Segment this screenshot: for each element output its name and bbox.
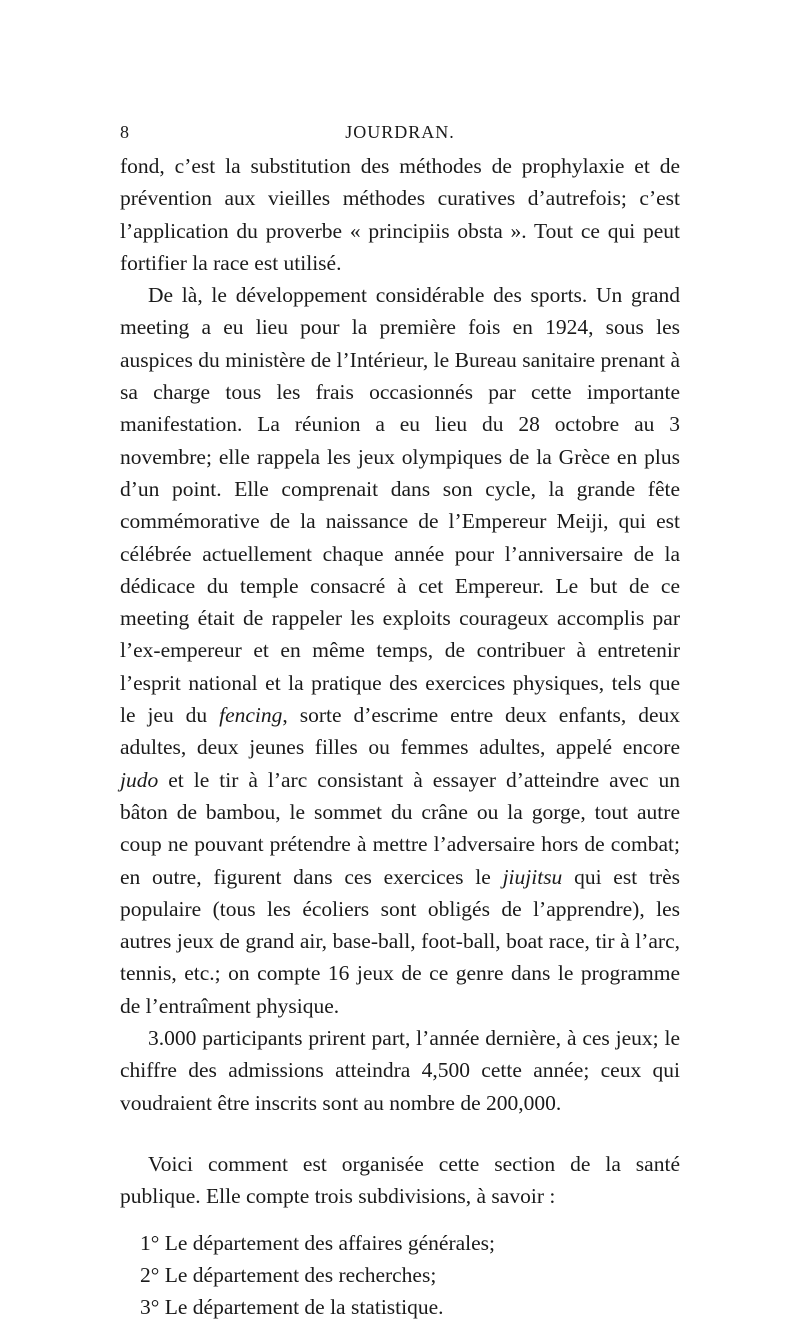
- list-item: [120, 1227, 680, 1259]
- list-text: Le département des affaires générales;: [165, 1231, 495, 1255]
- list-text: Le département des recherches;: [165, 1263, 437, 1287]
- subdivision-list: [120, 1227, 680, 1323]
- list-marker: 2°: [140, 1263, 159, 1287]
- page-number: 8: [120, 122, 130, 143]
- list-marker: 1°: [140, 1231, 159, 1255]
- running-head: [120, 122, 680, 146]
- body-text: [120, 150, 680, 1323]
- italic-term-jiujitsu: jiujitsu: [503, 865, 563, 889]
- running-title: JOURDRAN.: [120, 122, 680, 143]
- paragraph-sports: [120, 279, 680, 1022]
- list-item: [120, 1291, 680, 1323]
- italic-term-fencing: fencing: [219, 703, 282, 727]
- paragraph-continuation: fond, c’est la substitution des méthodes de prophylaxie et de prévention aux vieilles méthodes curatives d’autrefois; c’est l’application du proverbe « principiis obsta ». Tout ce qui peut fortifier la race est utilisé.: [120, 150, 680, 279]
- italic-term-judo: judo: [120, 768, 158, 792]
- paragraph-text: et le tir à l’arc consistant à essayer d’atteindre avec un bâton de bambou, le sommet du crâne ou la gorge, tout autre coup ne pouvant prétendre à mettre l’adversaire hors de combat; en outre, figurent dans ces exercices le: [120, 768, 680, 889]
- paragraph-text: De là, le développement considérable des sports. Un grand meeting a eu lieu pour la première fois en 1924, sous les auspices du ministère de l’Intérieur, le Bureau sanitaire prenant à sa charge tous les frais occasionnés par cette importante manifestation. La réunion a eu lieu du 28 octobre au 3 novembre; elle rappela les jeux olympiques de la Grèce en plus d’un point. Elle comprenait dans son cycle, la grande fête commémorative de la naissance de l’Empereur Meiji, qui est célébrée actuellement chaque année pour l’anniversaire de la dédicace du temple consacré à cet Empereur. Le but de ce meeting était de rappeler les exploits courageux accomplis par l’ex-empereur et en même temps, de contribuer à entretenir l’esprit national et la pratique des exercices physiques, tels que le jeu du: [120, 283, 680, 727]
- paragraph-text: qui est très populaire (tous les écoliers sont obligés de l’apprendre), les autres jeux de grand air, base-ball, foot-ball, boat race, tir à l’arc, tennis, etc.; on compte 16 jeux de ce genre dans le programme de l’entraîment physique.: [120, 865, 680, 1018]
- paragraph-participants: 3.000 participants prirent part, l’année dernière, à ces jeux; le chiffre des admissions atteindra 4,500 cette année; ceux qui voudraient être inscrits sont au nombre de 200,000.: [120, 1022, 680, 1119]
- paragraph-text: , sorte d’escrime entre deux enfants, deux adultes, deux jeunes filles ou femmes adultes, appelé encore: [120, 703, 680, 759]
- list-text: Le département de la statistique.: [165, 1295, 444, 1319]
- list-marker: 3°: [140, 1295, 159, 1319]
- paragraph-organisation: Voici comment est organisée cette section de la santé publique. Elle compte trois subdivisions, à savoir :: [120, 1148, 680, 1213]
- list-item: [120, 1259, 680, 1291]
